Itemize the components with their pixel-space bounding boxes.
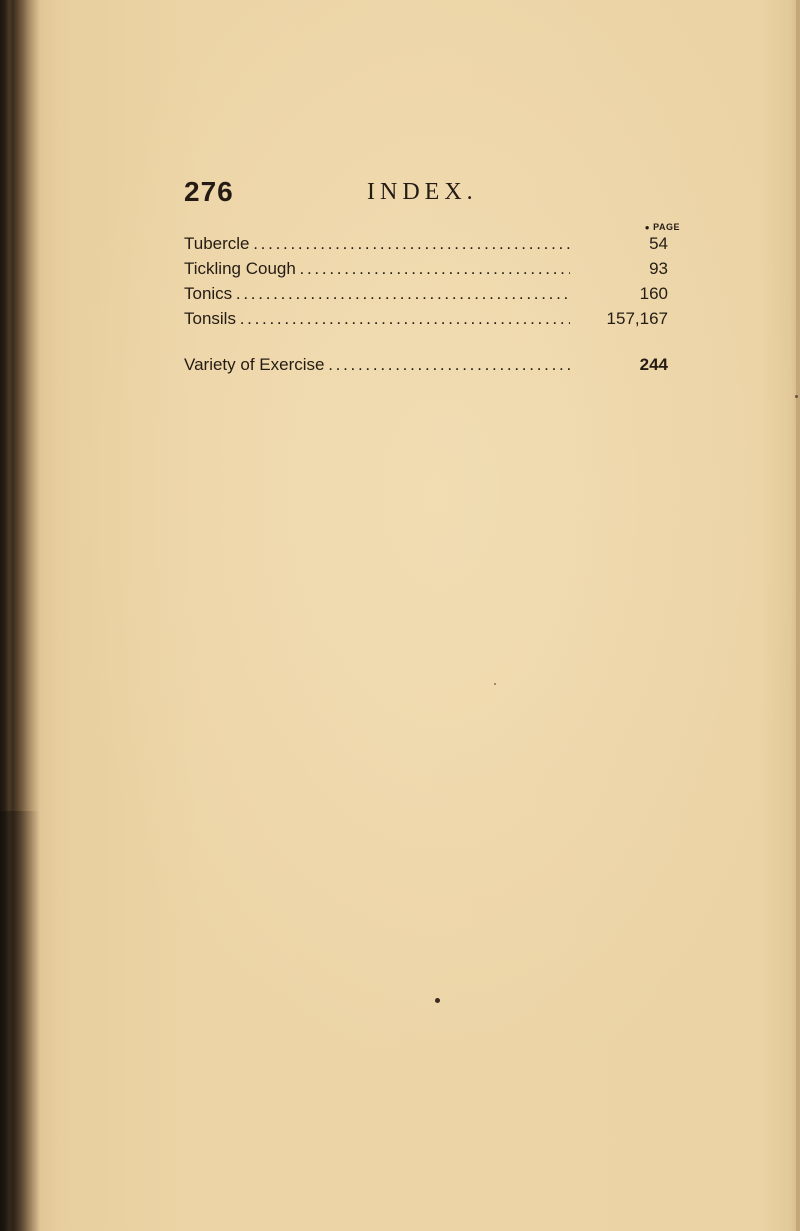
entry-term: Tickling Cough . . .: [184, 259, 570, 279]
index-entry: [184, 284, 684, 308]
index-entry: [184, 259, 684, 283]
ink-speck: [494, 683, 496, 685]
page-number: 276: [184, 176, 234, 207]
index-entry: [184, 234, 684, 258]
entry-pages: 93: [649, 259, 668, 278]
index-entry: [184, 309, 684, 333]
entry-term: Tubercle . . .: [184, 234, 570, 254]
entry-pages: 157,167: [606, 309, 668, 328]
column-heading-label: PAGE: [653, 222, 680, 232]
running-head-title: INDEX.: [367, 179, 478, 205]
column-heading-mark-icon: ●: [644, 223, 651, 232]
ink-speck: [795, 395, 798, 398]
entry-pages: 54: [649, 234, 668, 253]
spine-bottom-shadow: [0, 811, 40, 1231]
entry-term: Tonics . . .: [184, 284, 570, 304]
index-entry: [184, 355, 684, 379]
page-edge: [796, 0, 800, 1231]
ink-speck: [435, 998, 440, 1003]
page-column-heading: [620, 222, 680, 232]
entry-term: Tonsils . . .: [184, 309, 570, 329]
entry-term: Variety of Exercise . . .: [184, 355, 570, 375]
entry-pages: 160: [639, 284, 668, 303]
page-header: [184, 176, 684, 216]
entry-pages: 244: [639, 355, 668, 374]
